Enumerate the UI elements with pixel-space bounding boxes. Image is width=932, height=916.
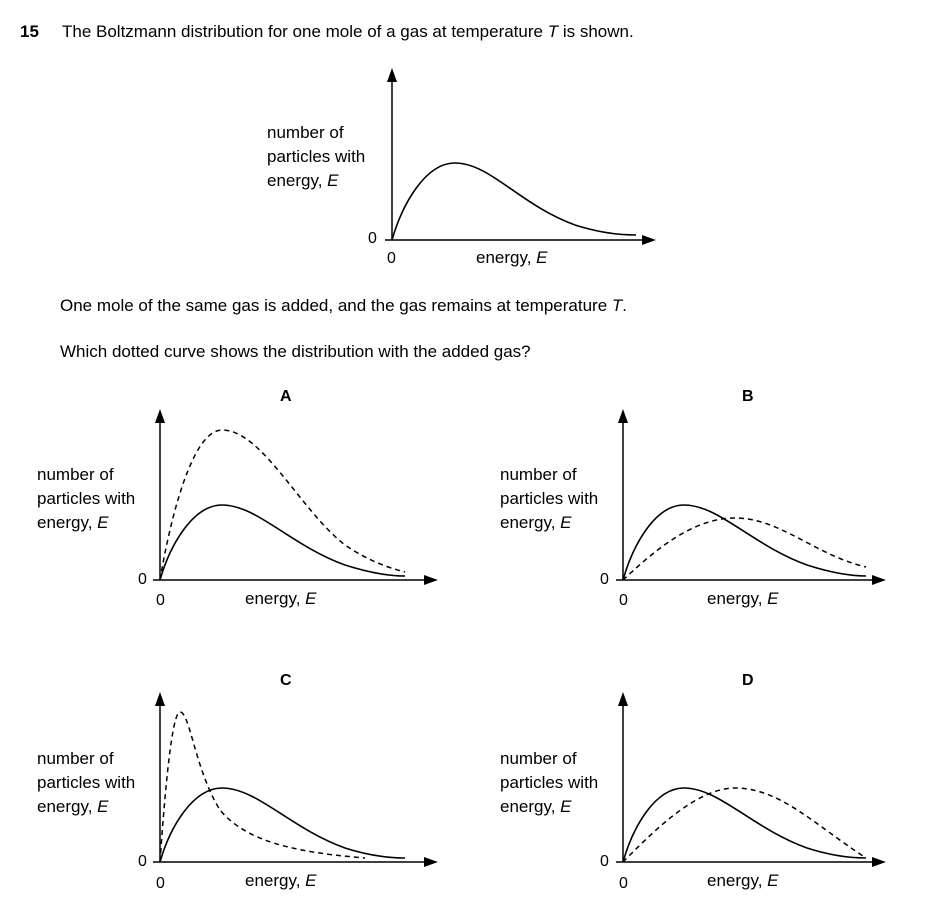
option-d-solid-curve <box>623 788 866 862</box>
added-gas-statement: One mole of the same gas is added, and the gas remains at temperature T. <box>60 296 627 315</box>
option-b-letter: B <box>742 388 754 405</box>
option-d-dotted-curve <box>623 788 866 862</box>
option-b-x-axis-label: energy, E <box>707 589 779 608</box>
option-d-letter: D <box>742 672 754 689</box>
question-number: 15 <box>20 22 39 41</box>
option-d-origin-x-label: 0 <box>619 875 628 892</box>
main-origin-y-label: 0 <box>368 230 377 247</box>
option-b-origin-y-label: 0 <box>600 571 609 588</box>
option-c-letter: C <box>280 672 292 689</box>
option-b-y-axis-label: number of particles with energy, E <box>500 465 599 532</box>
option-c-x-axis-label: energy, E <box>245 871 317 890</box>
option-a-letter: A <box>280 388 292 405</box>
option-b-origin-x-label: 0 <box>619 592 628 609</box>
option-a-origin-y-label: 0 <box>138 571 147 588</box>
main-origin-x-label: 0 <box>387 250 396 267</box>
option-a-x-axis-label: energy, E <box>245 589 317 608</box>
option-c-origin-y-label: 0 <box>138 853 147 870</box>
option-d-x-arrowhead <box>872 857 886 867</box>
option-d-y-axis-label: number of particles with energy, E <box>500 749 599 816</box>
question-prompt: Which dotted curve shows the distribution with the added gas? <box>60 342 531 361</box>
main-y-axis-label: number of particles with energy, E <box>267 123 366 190</box>
option-a-y-axis-label: number of particles with energy, E <box>37 465 136 532</box>
main-x-axis-label: energy, E <box>476 248 548 267</box>
option-c-y-axis-label: number of particles with energy, E <box>37 749 136 816</box>
option-a-origin-x-label: 0 <box>156 592 165 609</box>
question-stem: The Boltzmann distribution for one mole of a gas at temperature T is shown. <box>62 22 634 41</box>
option-d-y-arrowhead <box>618 692 628 706</box>
option-c-origin-x-label: 0 <box>156 875 165 892</box>
option-d-origin-y-label: 0 <box>600 853 609 870</box>
option-d-x-axis-label: energy, E <box>707 871 779 890</box>
